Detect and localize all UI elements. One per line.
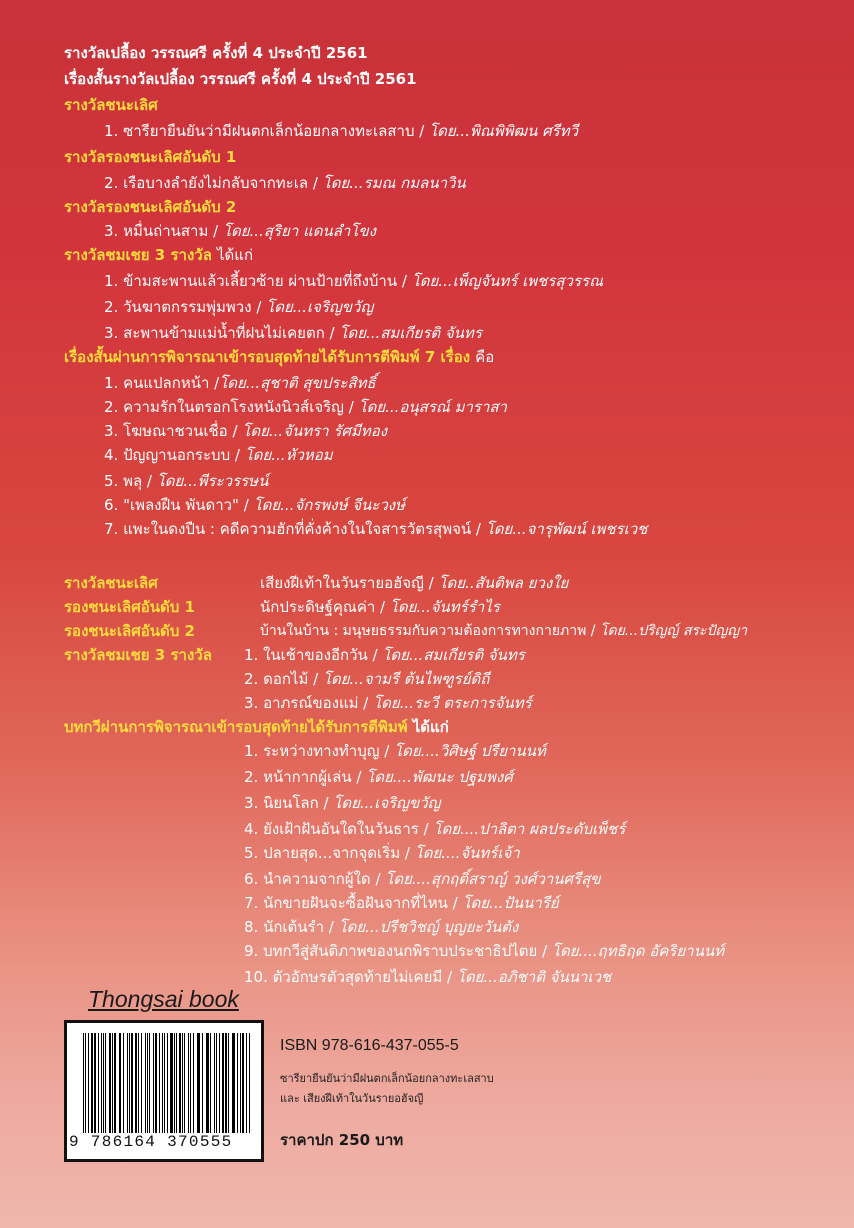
barcode-bar	[123, 1033, 124, 1133]
barcode-bar	[193, 1033, 194, 1133]
po-winner-label: รางวัลชนะเลิศ	[64, 574, 158, 592]
po-honor-label: รางวัลชมเชย 3 รางวัล	[64, 646, 212, 664]
po-runner1-label: รองชนะเลิศอันดับ 1	[64, 598, 195, 616]
subtitle-line-2: และ เสียงฝีเท้าในวันรายอฮัจญี	[280, 1092, 424, 1105]
barcode-bar	[141, 1033, 142, 1133]
ss-final-entry: 2. ความรักในตรอกโรงหนังนิวส์เจริญ / โดย...อนุสรณ์ มาราสา	[104, 398, 507, 416]
ss-final-entry: 5. พลุ / โดย...พีระวรรษน์	[104, 472, 269, 490]
barcode-bar	[109, 1033, 110, 1133]
barcode-bar	[114, 1033, 116, 1133]
po-final-entry: 8. นักเต้นรำ / โดย...ปรีชวิชญ์ บุญยะวันตัง	[244, 918, 519, 936]
cover-price: ราคาปก 250 บาท	[280, 1131, 404, 1149]
ss-honor-entry: 3. สะพานข้ามแม่น้ำที่ฝนไม่เคยตก / โดย...สมเกียรติ จันทร	[104, 324, 482, 342]
barcode-bar	[233, 1033, 234, 1133]
award-title: รางวัลเปลื้อง วรรณศรี ครั้งที่ 4 ประจำปี 2561	[64, 44, 368, 62]
barcode	[64, 1020, 264, 1162]
barcode-bar	[232, 1033, 233, 1133]
po-runner1-entry: นักประดิษฐ์คุณค่า / โดย...จันทร์รำไร	[260, 598, 500, 616]
barcode-bar	[94, 1033, 96, 1133]
barcode-bar	[174, 1033, 175, 1133]
ss-honor-heading: รางวัลชมเชย 3 รางวัล ได้แก่	[64, 246, 254, 264]
barcode-bar	[249, 1033, 250, 1133]
barcode-bar	[149, 1033, 150, 1133]
po-runner2-label: รองชนะเลิศอันดับ 2	[64, 622, 195, 640]
po-runner2-entry: บ้านในบ้าน : มนุษยธรรมกับความต้องการทางกายภาพ / โดย...ปริญญ์ สระปัญญา	[260, 623, 748, 639]
ss-honor-entry: 2. วันฆาตกรรมพุ่มพวง / โดย...เจริญขวัญ	[104, 298, 374, 316]
barcode-bar	[105, 1033, 106, 1133]
ss-runner2-entry: 3. หมื่นถ่านสาม / โดย...สุริยา แดนลำโขง	[104, 222, 376, 240]
barcode-bar	[219, 1033, 220, 1133]
barcode-bar	[88, 1033, 89, 1133]
barcode-bar	[240, 1033, 241, 1133]
barcode-bar	[198, 1033, 200, 1133]
barcode-bar	[216, 1033, 217, 1133]
po-final-entry: 9. บทกวีสู่สันติภาพของนกพิราบประชาธิปไตย / โดย....ฤทธิฤด อัคริยานนท์	[244, 942, 724, 960]
po-honor-entry: 1. ในเช้าของอีกวัน / โดย...สมเกียรติ จันทร	[244, 646, 525, 664]
ss-final-entry: 7. แพะในดงปืน : คดีความฮักที่คั่งค้างในใจสารวัตรสุพจน์ / โดย...จารุพัฒน์ เพชรเวช	[104, 520, 648, 538]
po-final-entry: 10. ตัวอักษรตัวสุดท้ายไม่เคยมี / โดย...อภิชาติ จันนาเวช	[244, 968, 612, 986]
barcode-bar	[145, 1033, 146, 1133]
barcode-bar	[237, 1033, 238, 1133]
po-final-entry: 3. นิยนโลก / โดย...เจริญขวัญ	[244, 794, 441, 812]
barcode-bar	[242, 1033, 244, 1133]
barcode-number: 9 786164 370555	[69, 1133, 233, 1151]
po-final-entry: 2. หน้ากากผู้เล่น / โดย....พัฒนะ ปฐมพงศ์	[244, 768, 513, 786]
barcode-bar	[176, 1033, 177, 1133]
barcode-bar	[162, 1033, 163, 1133]
barcode-bar	[131, 1033, 132, 1133]
po-final-entry: 1. ระหว่างทางทำบุญ / โดย....วิศิษฐ์ ปรียานนท์	[244, 742, 546, 760]
barcode-bar	[119, 1033, 120, 1133]
ss-runner1-label: รางวัลรองชนะเลิศอันดับ 1	[64, 148, 237, 166]
barcode-bar	[179, 1033, 180, 1133]
ss-final-entry: 4. ปัญญานอกระบบ / โดย...หัวหอม	[104, 446, 333, 464]
ss-honor-entry: 1. ข้ามสะพานแล้วเลี้ยวซ้าย ผ่านป้ายที่ถึงบ้าน / โดย...เพ็ญจันทร์ เพชรสุวรรณ	[104, 272, 603, 290]
short-story-heading: เรื่องสั้นรางวัลเปลื้อง วรรณศรี ครั้งที่ 4 ประจำปี 2561	[64, 70, 417, 88]
ss-runner2-label: รางวัลรองชนะเลิศอันดับ 2	[64, 198, 237, 216]
subtitle-line-1: ซารียายืนยันว่ามีฝนตกเล็กน้อยกลางทะเลสาบ	[280, 1072, 494, 1085]
barcode-bar	[210, 1033, 211, 1133]
barcode-bar	[147, 1033, 148, 1133]
barcode-bar	[135, 1033, 137, 1133]
barcode-bar	[164, 1033, 165, 1133]
barcode-bar	[103, 1033, 104, 1133]
barcode-bar	[127, 1033, 128, 1133]
barcode-bar	[202, 1033, 203, 1133]
barcode-bar	[167, 1033, 168, 1133]
barcode-bar	[182, 1033, 183, 1133]
po-final-entry: 6. นำความจากผู้ใด / โดย....สุกฤติ์สราญ์ วงศ์วานศรีสุข	[244, 870, 601, 888]
barcode-bar	[112, 1033, 113, 1133]
barcode-bar	[207, 1033, 208, 1133]
barcode-bar	[98, 1033, 99, 1133]
ss-winner-label: รางวัลชนะเลิศ	[64, 96, 158, 114]
barcode-bar	[222, 1033, 224, 1133]
ss-winner-entry: 1. ซารียายืนยันว่ามีฝนตกเล็กน้อยกลางทะเลสาบ / โดย...พิณพิพิฒน ศรีทวี	[104, 122, 579, 140]
barcode-bars	[83, 1033, 251, 1133]
barcode-bar	[206, 1033, 207, 1133]
po-final-entry: 4. ยังเฝ้าฝันอันใดในวันธาร / โดย....ปาลิตา ผลประดับเพ็ชร์	[244, 820, 626, 838]
barcode-bar	[190, 1033, 191, 1133]
barcode-bar	[184, 1033, 185, 1133]
barcode-bar	[159, 1033, 160, 1133]
barcode-bar	[214, 1033, 215, 1133]
barcode-bar	[246, 1033, 247, 1133]
barcode-bar	[129, 1033, 130, 1133]
po-honor-entry: 3. อาภรณ์ของแม่ / โดย...ระวี ตระการจันทร์	[244, 694, 532, 712]
ss-final-entry: 6. "เพลงฝืน พันดาว" / โดย...จักรพงษ์ จีนะวงษ์	[104, 496, 405, 514]
barcode-bar	[155, 1033, 157, 1133]
ss-final-entry: 3. โฆษณาชวนเชื่อ / โดย...จันทรา รัศมีทอง	[104, 422, 388, 440]
barcode-bar	[85, 1033, 86, 1133]
ss-final-entry: 1. คนแปลกหน้า /โดย...สุชาติ สุขประสิทธิ์	[104, 374, 376, 392]
barcode-bar	[83, 1033, 84, 1133]
barcode-bar	[101, 1033, 102, 1133]
barcode-bar	[228, 1033, 229, 1133]
publisher-brand: Thongsai book	[88, 986, 239, 1012]
po-final-entry: 7. นักขายฝันจะซื้อฝันจากที่ไหน / โดย...ปันนารีย์	[244, 894, 559, 912]
isbn: ISBN 978-616-437-055-5	[280, 1037, 459, 1054]
barcode-bar	[120, 1033, 121, 1133]
po-winner-entry: เสียงฝีเท้าในวันรายอฮัจญี / โดย..สันติพล ยวงใย	[260, 574, 569, 592]
po-final-entry: 5. ปลายสุด...จากจุดเริ่ม / โดย....จันทร์เจ้า	[244, 844, 520, 862]
barcode-bar	[225, 1033, 226, 1133]
barcode-bar	[153, 1033, 154, 1133]
barcode-bar	[91, 1033, 92, 1133]
barcode-bar	[197, 1033, 198, 1133]
barcode-bar	[170, 1033, 172, 1133]
po-honor-entry: 2. ดอกไม้ / โดย...จามรี ต้นไพฑูรย์ดิถี	[244, 670, 490, 688]
barcode-bar	[138, 1033, 139, 1133]
po-final-heading: บทกวีผ่านการพิจารณาเข้ารอบสุดท้ายได้รับการตีพิมพ์ ได้แก่	[64, 718, 449, 736]
barcode-bar	[188, 1033, 189, 1133]
ss-final-heading: เรื่องสั้นผ่านการพิจารณาเข้ารอบสุดท้ายได้รับการตีพิมพ์ 7 เรื่อง คือ	[64, 348, 495, 366]
ss-runner1-entry: 2. เรือบางลำยังไม่กลับจากทะเล / โดย...รมณ กมลนาวิน	[104, 174, 466, 192]
